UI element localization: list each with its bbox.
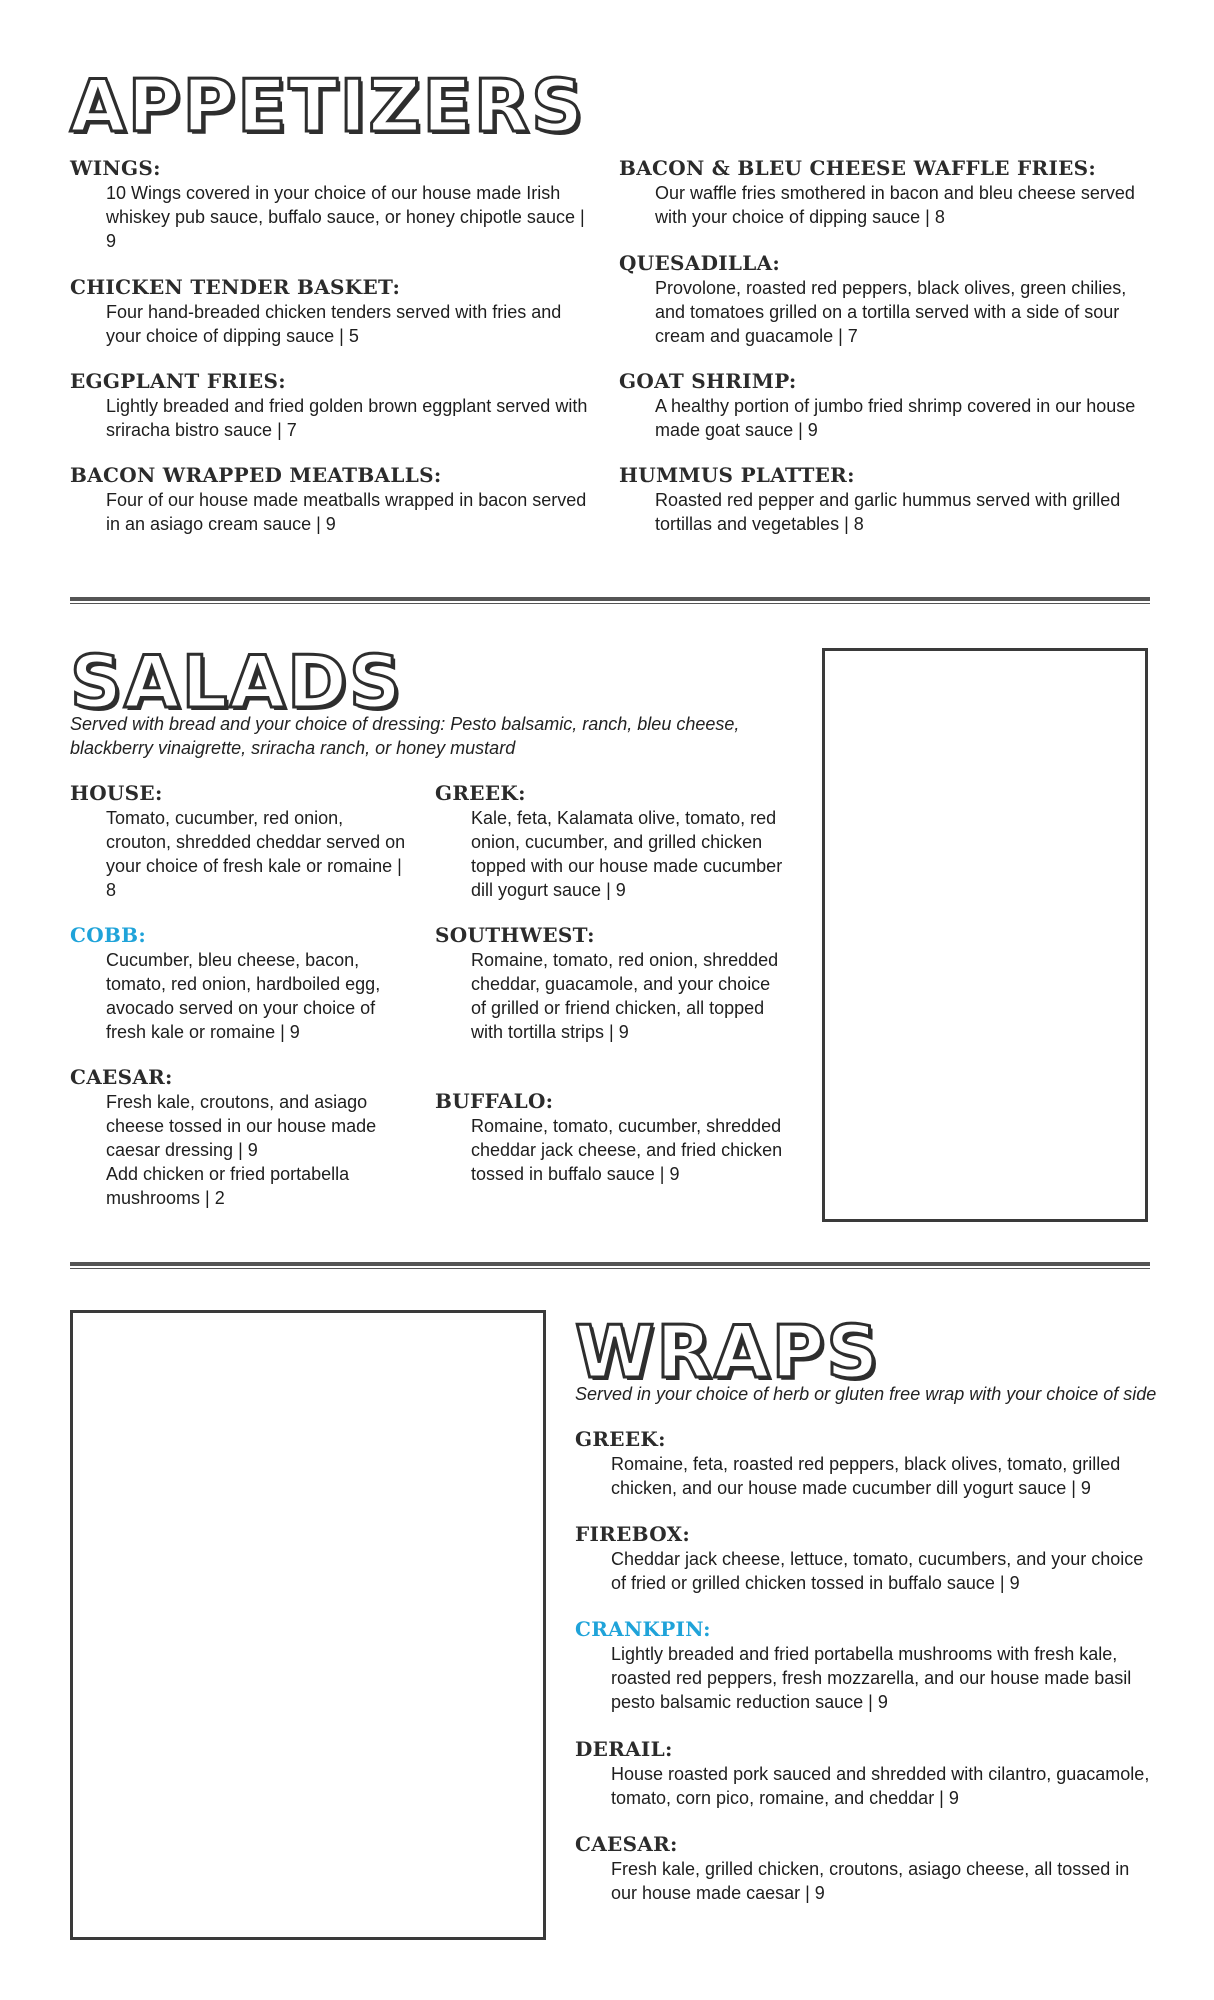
item-name: BACON WRAPPED MEATBALLS: <box>70 463 442 487</box>
item-description: Kale, feta, Kalamata olive, tomato, red onion, cucumber, and grilled chicken topped with our house made cucumber dill yogurt sauce | 9 <box>471 808 783 900</box>
item-description: Romaine, tomato, cucumber, shredded cheddar jack cheese, and fried chicken tossed in buffalo sauce | 9 <box>471 1116 783 1184</box>
item-name: HUMMUS PLATTER: <box>619 463 855 487</box>
menu-item-firebox-wrap <box>575 1521 1155 1595</box>
section-divider <box>70 597 1150 604</box>
item-description: Four of our house made meatballs wrapped in bacon served in an asiago cream sauce | 9 <box>106 490 587 534</box>
item-name: DERAIL: <box>575 1737 673 1761</box>
item-addon: Add chicken or fried portabella mushrooms | 2 <box>106 1164 350 1208</box>
menu-item-crankpin-wrap <box>575 1616 1155 1714</box>
item-description: Romaine, tomato, red onion, shredded cheddar, guacamole, and your choice of grilled or friend chicken, all topped with tortilla strips | 9 <box>471 950 779 1042</box>
item-description: Four hand-breaded chicken tenders served with fries and your choice of dipping sauce | 5 <box>106 302 562 346</box>
item-description: Cucumber, bleu cheese, bacon, tomato, red onion, hardboiled egg, avocado served on your choice of fresh kale or romaine | 9 <box>106 950 381 1042</box>
menu-item-derail-wrap <box>575 1736 1155 1810</box>
item-name: GOAT SHRIMP: <box>619 369 797 393</box>
wraps-photo-placeholder <box>70 1310 546 1940</box>
item-name: GREEK: <box>575 1427 666 1451</box>
item-name: QUESADILLA: <box>619 251 781 275</box>
menu-item-chicken-tender-basket <box>70 274 590 348</box>
item-description: Tomato, cucumber, red onion, crouton, shredded cheddar served on your choice of fresh kale or romaine | 8 <box>106 808 406 900</box>
item-description: Lightly breaded and fried portabella mushrooms with fresh kale, roasted red peppers, fresh mozzarella, and our house made basil pesto balsamic reduction sauce | 9 <box>611 1644 1132 1712</box>
salads-subtitle: Served with bread and your choice of dressing: Pesto balsamic, ranch, bleu cheese, blackberry vinaigrette, sriracha ranch, or honey mustard <box>70 714 740 758</box>
menu-item-quesadilla <box>619 250 1159 348</box>
appetizers-title: APPETIZERS <box>70 64 586 148</box>
wraps-title: WRAPS <box>575 1310 881 1394</box>
item-description: A healthy portion of jumbo fried shrimp covered in our house made goat sauce | 9 <box>655 396 1136 440</box>
menu-item-buffalo-salad <box>435 1088 790 1186</box>
item-name: BUFFALO: <box>435 1089 554 1113</box>
section-divider <box>70 1262 1150 1269</box>
item-description: House roasted pork sauced and shredded with cilantro, guacamole, tomato, corn pico, romaine, and cheddar | 9 <box>611 1764 1150 1808</box>
item-name: CAESAR: <box>575 1832 678 1856</box>
item-name: CRANKPIN: <box>575 1617 711 1641</box>
item-description: Romaine, feta, roasted red peppers, black olives, tomato, grilled chicken, and our house made cucumber dill yogurt sauce | 9 <box>611 1454 1121 1498</box>
menu-item-hummus-platter <box>619 462 1159 536</box>
item-name: CHICKEN TENDER BASKET: <box>70 275 401 299</box>
menu-item-goat-shrimp <box>619 368 1159 442</box>
menu-item-caesar-salad <box>70 1064 410 1210</box>
menu-item-caesar-wrap <box>575 1831 1155 1905</box>
item-description: Provolone, roasted red peppers, black olives, green chilies, and tomatoes grilled on a tortilla served with a side of sour cream and guacamole | 7 <box>655 278 1127 346</box>
menu-item-bacon-bleu-waffle-fries <box>619 155 1159 229</box>
item-description: Our waffle fries smothered in bacon and bleu cheese served with your choice of dipping sauce | 8 <box>655 183 1135 227</box>
item-description: Lightly breaded and fried golden brown eggplant served with sriracha bistro sauce | 7 <box>106 396 588 440</box>
menu-item-house-salad <box>70 780 410 902</box>
item-name: EGGPLANT FRIES: <box>70 369 286 393</box>
salads-photo-placeholder <box>822 648 1148 1222</box>
item-name: BACON & BLEU CHEESE WAFFLE FRIES: <box>619 156 1097 180</box>
menu-item-greek-salad <box>435 780 790 902</box>
item-description: 10 Wings covered in your choice of our house made Irish whiskey pub sauce, buffalo sauce, or honey chipotle sauce | 9 <box>106 183 585 251</box>
item-name: CAESAR: <box>70 1065 173 1089</box>
item-description: Fresh kale, croutons, and asiago cheese tossed in our house made caesar dressing | 9 <box>106 1092 377 1160</box>
item-name: FIREBOX: <box>575 1522 691 1546</box>
menu-item-cobb-salad <box>70 922 410 1044</box>
item-name: COBB: <box>70 923 147 947</box>
salads-title: SALADS <box>70 640 403 724</box>
menu-item-wings <box>70 155 590 253</box>
item-description: Cheddar jack cheese, lettuce, tomato, cucumbers, and your choice of fried or grilled chicken tossed in buffalo sauce | 9 <box>611 1549 1144 1593</box>
menu-item-greek-wrap <box>575 1426 1155 1500</box>
item-name: SOUTHWEST: <box>435 923 595 947</box>
menu-item-southwest-salad <box>435 922 790 1044</box>
menu-item-eggplant-fries <box>70 368 590 442</box>
item-description: Roasted red pepper and garlic hummus served with grilled tortillas and vegetables | 8 <box>655 490 1121 534</box>
item-description: Fresh kale, grilled chicken, croutons, asiago cheese, all tossed in our house made caesar | 9 <box>611 1859 1130 1903</box>
wraps-subtitle: Served in your choice of herb or gluten free wrap with your choice of side <box>575 1384 1157 1404</box>
item-name: GREEK: <box>435 781 526 805</box>
item-name: WINGS: <box>70 156 161 180</box>
menu-item-bacon-wrapped-meatballs <box>70 462 590 536</box>
item-name: HOUSE: <box>70 781 163 805</box>
